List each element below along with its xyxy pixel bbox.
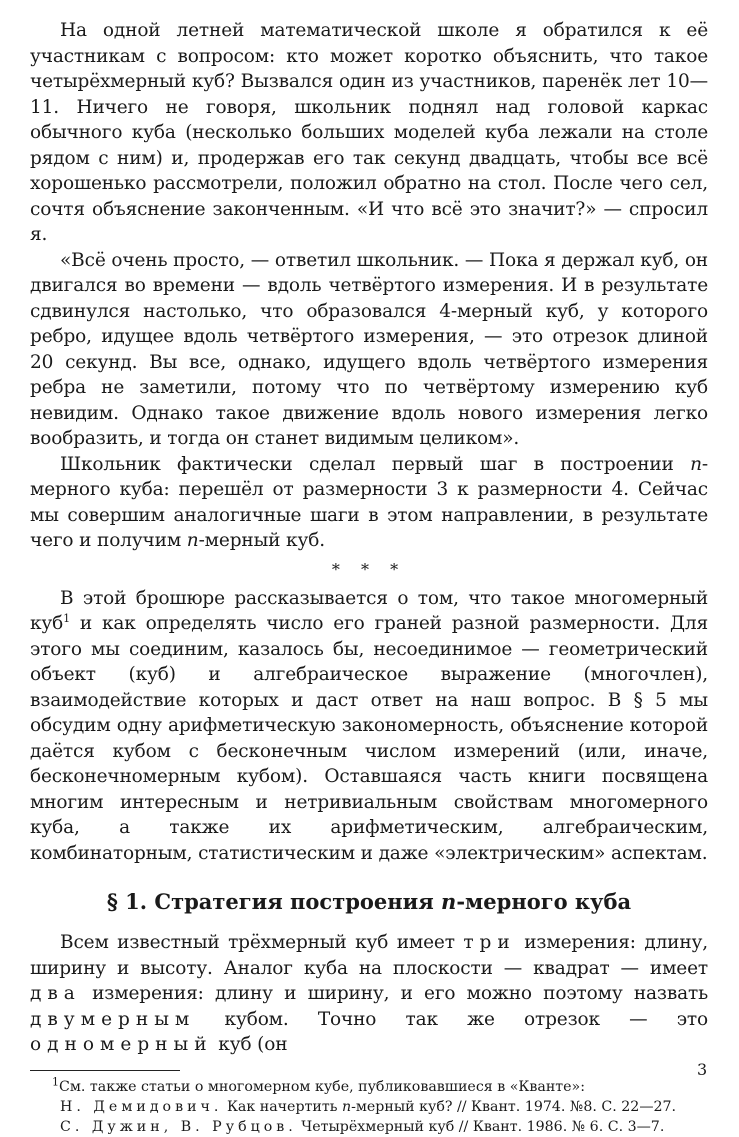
section-heading: § 1. Стратегия построения n-мерного куба	[106, 889, 632, 914]
footnote-reference: 1	[63, 611, 70, 625]
section-separator: * * *	[331, 559, 407, 579]
paragraph-brochure-overview: В этой брошюре рассказывается о том, что такое многомерный куб$^1$ и как определять число его граней разной размерности. Для этого мы соединим, казалось бы, несоединимое — геометрический объект (куб) и алгебраическое выражение (многочлен), взаимодействие которых и даст ответ на наш вопрос. В § 5 мы обсудим одну арифметическую закономерность, объяснение которой даётся кубом с бесконечным числом измерений (или, иначе, бесконечномерным кубом). Оставшаяся часть книги посвящена многим интересным и нетривиальным свойствам многомерного куба, а также их арифметическим, алгебраическим, комбинаторным, статистическим и даже «электрическим» аспектам.	[30, 587, 708, 864]
paragraph-student-answer: «Всё очень просто, — ответил школьник. — Пока я держал куб, он двигался во времени — вдоль четвёртого измерения. И в результате сдвинулся настолько, что образовался 4-мерный куб, у которого ребро, идущее вдоль четвёртого измерения, — это отрезок длиной 20 секунд. Вы все, однако, идущего вдоль четвёртого измерения ребра не заметили, потому что по четвёртому измерению куб невидим. Однако такое движение вдоль нового измерения легко вообразить, и тогда он станет видимым целиком».	[30, 249, 708, 449]
footnote-reference-1: Н. Демидович. Как начертить n-мерный куб? // Квант. 1974. №8. С. 22—27.	[60, 1098, 677, 1115]
page-number: 3	[697, 1060, 708, 1079]
footnote-divider	[30, 1070, 180, 1071]
footnote-intro: $^1$См. также статьи о многомерном кубе, публиковавшиеся в «Кванте»:	[52, 1074, 585, 1095]
footnote-reference-2: С. Дужин, В. Рубцов. Четырёхмерный куб // Квант. 1986. № 6. С. 3—7.	[60, 1118, 665, 1135]
paragraph-intro: На одной летней математической школе я обратился к её участникам с вопросом: кто может коротко объяснить, что такое четырёхмерный куб? Вызвался один из участников, паренёк лет 10—11. Ничего не говоря, школьник поднял над головой каркас обычного куба (несколько больших моделей куба лежали на столе рядом с ним) и, продержав его так секунд двадцать, чтобы все всё хорошенько рассмотрели, положил обратно на стол. После чего сел, сочтя объяснение законченным. «И что всё это значит?» — спросил я.	[30, 20, 708, 245]
paragraph-first-step: Школьник фактически сделал первый шаг в построении n-мерного куба: перешёл от размерности 3 к размерности 4. Сейчас мы совершим аналогичные шаги в этом направлении, в результате чего и получим n-мерный куб.	[30, 453, 708, 551]
paragraph-section-1: Всем известный трёхмерный куб имеет три измерения: длину, ширину и высоту. Аналог куба на плоскости — квадрат — имеет два измерения: длину и ширину, и его можно поэтому назвать двумерным кубом. Точно так же отрезок — это одномерный куб (он	[30, 932, 708, 1055]
page-content	[30, 18, 708, 1137]
